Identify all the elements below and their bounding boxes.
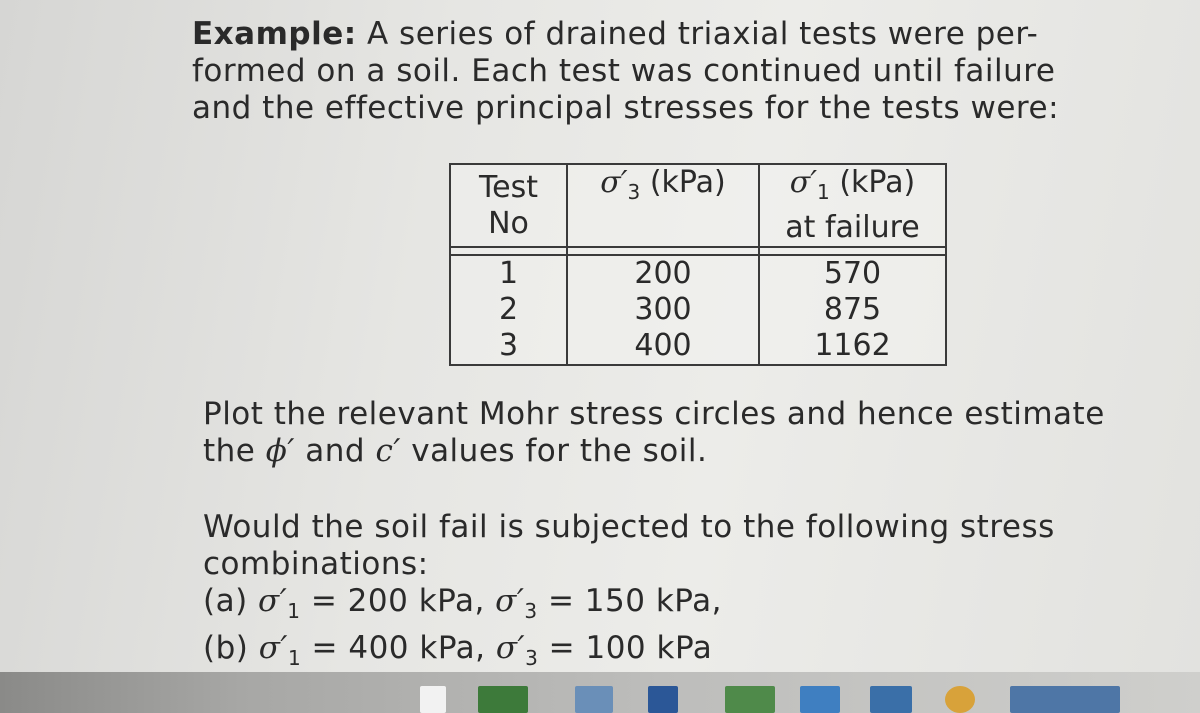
- app-icon: [800, 686, 840, 713]
- cell-sigma1: 875: [759, 292, 946, 328]
- task-paragraph: [203, 396, 1105, 470]
- cell-test: 1: [450, 255, 567, 292]
- c-symbol: c′: [375, 433, 401, 469]
- cell-test: 3: [450, 328, 567, 365]
- word-icon: [648, 686, 678, 713]
- app-icon: [575, 686, 613, 713]
- task-line-2: the ϕ′ and c′ values for the soil.: [203, 433, 708, 469]
- intro-line-1-text: A series of drained triaxial tests were per-: [367, 16, 1039, 52]
- cell-sigma3: 400: [567, 328, 759, 365]
- app-icon: [1010, 686, 1120, 713]
- task-line-1: Plot the relevant Mohr stress circles and hence estimate: [203, 396, 1105, 432]
- table-row: [450, 292, 946, 328]
- stress-table: [449, 163, 947, 366]
- app-icon: [420, 686, 446, 713]
- question-line-1: Would the soil fail is subjected to the following stress: [203, 509, 1055, 545]
- app-icon: [478, 686, 528, 713]
- table-row: [450, 328, 946, 365]
- intro-line-3: and the effective principal stresses for the tests were:: [192, 90, 1060, 126]
- header-sigma1: $\sigma'_1$ (kPa) at failure: [759, 164, 946, 247]
- table-spacer: [450, 247, 946, 255]
- intro-line-1: [192, 16, 1059, 53]
- intro-paragraph: [192, 16, 1059, 127]
- app-icon: [945, 686, 975, 713]
- question-paragraph: [203, 509, 1055, 677]
- cell-test: 2: [450, 292, 567, 328]
- combination-b: (b) $\sigma'_1 = 400$ kPa, $\sigma'_3 = 100$ kPa: [203, 630, 713, 670]
- app-icon: [725, 686, 775, 713]
- header-test-no: Test No: [450, 164, 567, 247]
- combination-a: (a) $\sigma'_1 = 200$ kPa, $\sigma'_3 = 150$ kPa,: [203, 583, 722, 623]
- intro-line-2: formed on a soil. Each test was continued until failure: [192, 53, 1056, 89]
- question-line-2: combinations:: [203, 546, 429, 582]
- cell-sigma1: 570: [759, 255, 946, 292]
- table-header-row: [450, 164, 946, 247]
- app-icon: [870, 686, 912, 713]
- phi-symbol: ϕ′: [265, 433, 295, 469]
- screen-bottom-edge: [0, 672, 1200, 713]
- cell-sigma3: 300: [567, 292, 759, 328]
- cell-sigma1: 1162: [759, 328, 946, 365]
- table-row: [450, 255, 946, 292]
- header-sigma3: $\sigma'_3$ (kPa): [567, 164, 759, 247]
- cell-sigma3: 200: [567, 255, 759, 292]
- example-label: Example:: [192, 16, 357, 52]
